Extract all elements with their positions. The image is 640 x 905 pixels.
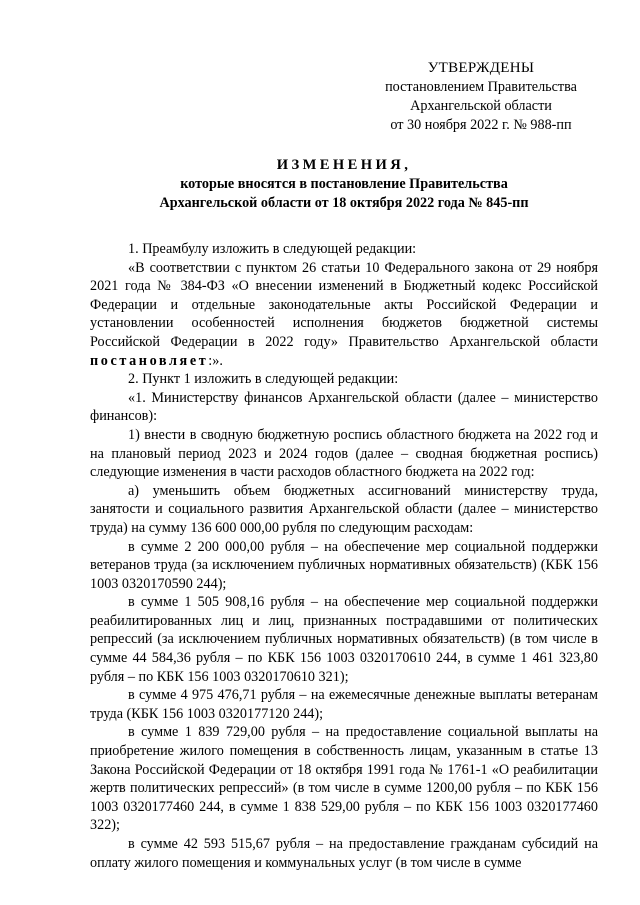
paragraph-1: 1. Преамбулу изложить в следующей редакции: bbox=[128, 241, 417, 257]
approval-line-1: постановлением Правительства bbox=[385, 79, 577, 95]
paragraph-7: в сумме 2 200 000,00 рубля – на обеспечение мер социальной поддержки ветеранов труда (за исключением публичных нормативных обязательств) (КБК 156 1003 0320170590 244); bbox=[90, 538, 598, 592]
paragraph-6: а) уменьшить объем бюджетных ассигнований министерству труда, занятости и социального развития Архангельской области (далее – министерство труда) на сумму 136 600 000,00 рубля по следующим расходам: bbox=[90, 482, 598, 536]
paragraph-2-spaced: постановляет bbox=[90, 352, 209, 369]
paragraph-4: «1. Министерству финансов Архангельской области (далее – министерство финансов): bbox=[90, 389, 598, 425]
document-body bbox=[90, 240, 598, 872]
paragraph-8: в сумме 1 505 908,16 рубля – на обеспечение мер социальной поддержки реабилитированных лиц и лиц, признанных пострадавшими от политических репрессий (за исключением публичных нормативных обязательств) (в том числе в сумме 44 584,36 рубля – по КБК 156 1003 0320170610 244, в сумме 1 461 323,80 рубля – по КБК 156 1003 0320170610 321); bbox=[90, 594, 598, 685]
approval-line-3: от 30 ноября 2022 г. № 988-пп bbox=[390, 117, 572, 133]
paragraph-2 bbox=[90, 259, 598, 371]
paragraph-10: в сумме 1 839 729,00 рубля – на предоставление социальной выплаты на приобретение жилого помещения в собственность лицам, указанным в статье 13 Закона Российской Федерации от 18 октября 1991 года № 1761-1 «О реабилитации жертв политических репрессий» (в том числе в сумме 1200,00 рубля – по КБК 156 1003 0320177460 244, в сумме 1 838 529,00 рубля – по КБК 156 1003 0320177460 322); bbox=[90, 724, 598, 834]
paragraph-3: 2. Пункт 1 изложить в следующей редакции: bbox=[128, 371, 399, 388]
paragraph-11: в сумме 42 593 515,67 рубля – на предоставление гражданам субсидий на оплату жилого помещения и коммунальных услуг (в том числе в сумме bbox=[90, 836, 598, 871]
title-line-1: которые вносятся в постановление Правительства bbox=[180, 176, 508, 192]
title-line-2: Архангельской области от 18 октября 2022 года № 845-пп bbox=[159, 195, 529, 211]
document-title bbox=[90, 156, 598, 213]
paragraph-2-text: «В соответствии с пунктом 26 статьи 10 Федерального закона от 29 ноября 2021 года № 384-ФЗ «О внесении изменений в Бюджетный кодекс Российской Федерации и отдельные законодательные акты Российской Федерации и установлении особенностей исполнения бюджетов бюджетной системы Российской Федерации в 2022 году» Правительство Архангельской области bbox=[90, 259, 598, 350]
paragraph-5: 1) внести в сводную бюджетную роспись областного бюджета на 2022 год и на плановый период 2023 и 2024 годов (далее – сводная бюджетная роспись) следующие изменения в части расходов областного бюджета на 2022 год: bbox=[90, 426, 598, 481]
approval-line-2: Архангельской области bbox=[410, 98, 552, 114]
paragraph-9: в сумме 4 975 476,71 рубля – на ежемесячные денежные выплаты ветеранам труда (КБК 156 1003 0320177120 244); bbox=[90, 687, 598, 722]
approval-stamp bbox=[376, 59, 586, 135]
paragraph-2-tail: :». bbox=[208, 352, 223, 369]
title-main: ИЗМЕНЕНИЯ, bbox=[276, 157, 412, 173]
approval-heading: УТВЕРЖДЕНЫ bbox=[427, 60, 535, 76]
